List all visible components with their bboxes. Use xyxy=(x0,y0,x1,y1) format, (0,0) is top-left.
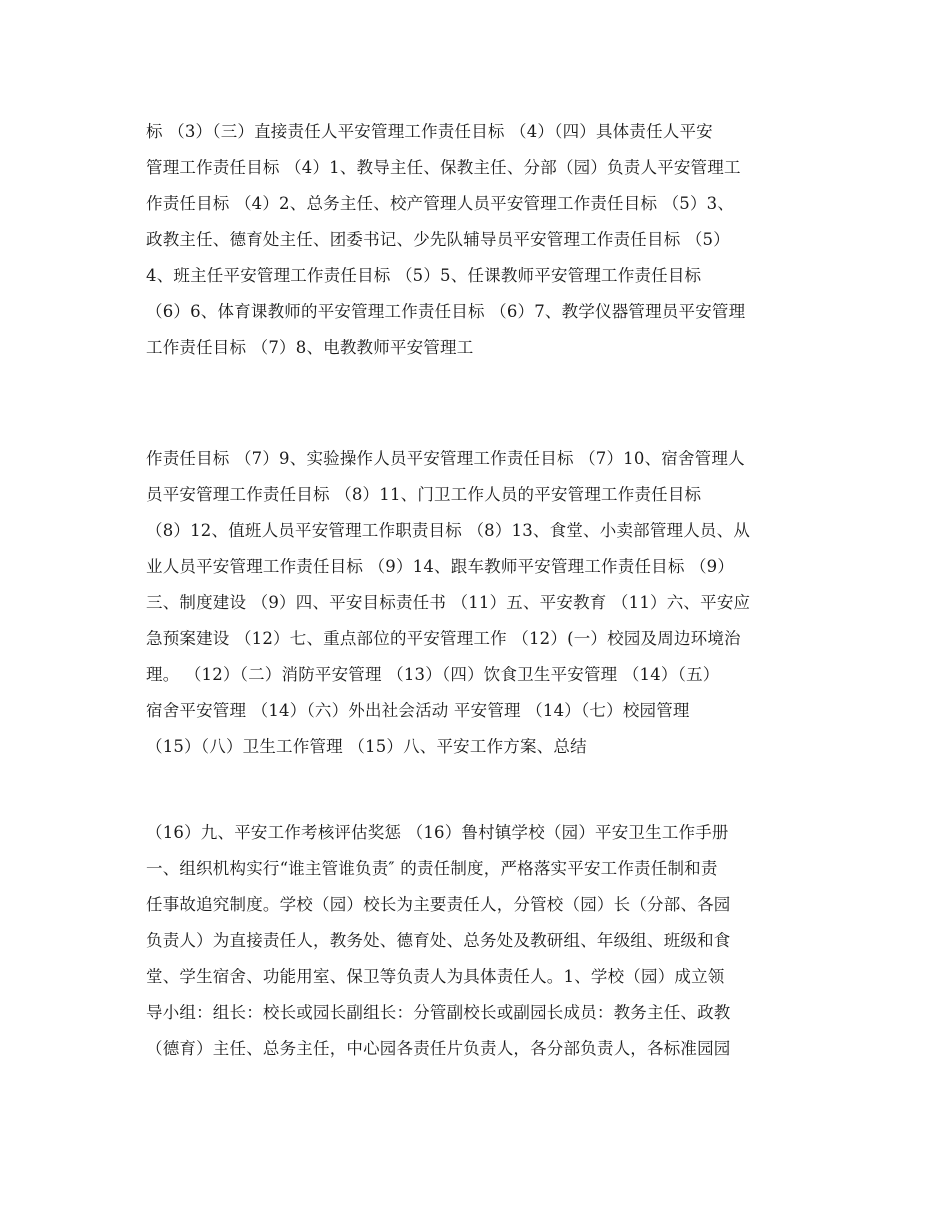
text-line: 三、制度建设 （9）四、平安目标责任书 （11）五、平安教育 （11）六、平安应 xyxy=(146,593,751,612)
text-line: 员平安管理工作责任目标 （8）11、门卫工作人员的平安管理工作责任目标 xyxy=(146,485,702,504)
text-line: 工作责任目标 （7）8、电教教师平安管理工 xyxy=(146,338,474,357)
text-line: 作责任目标 （4）2、总务主任、校产管理人员平安管理工作责任目标 （5）3、 xyxy=(146,194,735,213)
text-line: 业人员平安管理工作责任目标 （9）14、跟车教师平安管理工作责任目标 （9） xyxy=(146,557,735,576)
text-line: （15）（八）卫生工作管理 （15）八、平安工作方案、总结 xyxy=(146,737,587,756)
text-line: 4、班主任平安管理工作责任目标 （5）5、任课教师平安管理工作责任目标 xyxy=(146,266,702,285)
text-line: 负责人）为直接责任人，教务处、德育处、总务处及教研组、年级组、班级和食 xyxy=(146,931,731,950)
text-line: 急预案建设 （12）七、重点部位的平安管理工作 （12）(一）校园及周边环境治 xyxy=(146,629,741,648)
text-line: 理。 （12）（二）消防平安管理 （13）（四）饮食卫生平安管理 （14）（五） xyxy=(146,665,720,684)
text-line: （16）九、平安工作考核评估奖惩 （16）鲁村镇学校（园）平安卫生工作手册 xyxy=(146,823,729,842)
text-line: 导小组：组长：校长或园长副组长：分管副校长或副园长成员：教务主任、政教 xyxy=(146,1003,731,1022)
text-block-2 xyxy=(146,441,806,765)
text-line: 宿舍平安管理 （14）（六）外出社会活动 平安管理 （14）（七）校园管理 xyxy=(146,701,690,720)
text-line: （8）12、值班人员平安管理工作职责目标 （8）13、食堂、小卖部管理人员、从 xyxy=(146,521,751,540)
text-line: 作责任目标 （7）9、实验操作人员平安管理工作责任目标 （7）10、宿舍管理人 xyxy=(146,449,745,468)
text-block-3 xyxy=(146,815,806,1067)
text-line: 一、组织机构实行“谁主管谁负责″ 的责任制度，严格落实平安工作责任制和责 xyxy=(146,859,718,878)
text-line: （6）6、体育课教师的平安管理工作责任目标 （6）7、教学仪器管理员平安管理 xyxy=(146,302,746,321)
text-line: 任事故追究制度。学校（园）校长为主要责任人，分管校（园）长（分部、各园 xyxy=(146,895,731,914)
text-line: 管理工作责任目标 （4）1、教导主任、保教主任、分部（园）负责人平安管理工 xyxy=(146,158,741,177)
text-line: （德育）主任、总务主任，中心园各责任片负责人，各分部负责人，各标准园园 xyxy=(146,1039,731,1058)
text-line: 标 （3）（三）直接责任人平安管理工作责任目标 （4）（四）具体责任人平安 xyxy=(146,122,713,141)
text-block-1 xyxy=(146,114,806,366)
text-line: 政教主任、德育处主任、团委书记、少先队辅导员平安管理工作责任目标 （5） xyxy=(146,230,730,249)
text-line: 堂、学生宿舍、功能用室、保卫等负责人为具体责任人。1、学校（园）成立领 xyxy=(146,967,725,986)
